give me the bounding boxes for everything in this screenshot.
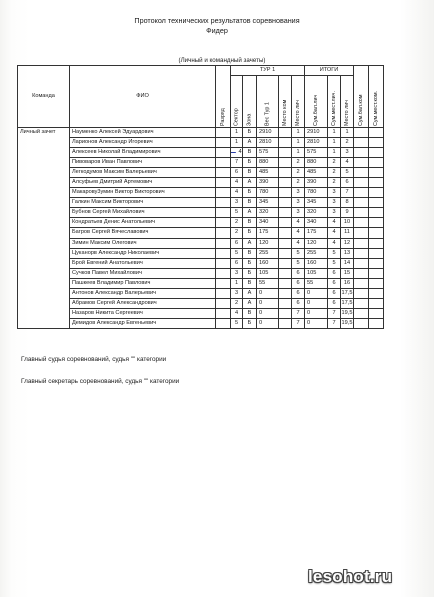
- sum-team-cell: [354, 238, 369, 248]
- participant-name: Багров Сергей Вячеславович: [70, 228, 216, 238]
- table-row: [18, 158, 384, 168]
- weight-cell: 345: [257, 198, 279, 208]
- rank-cell: [216, 168, 231, 178]
- sum-team-cell: [354, 248, 369, 258]
- sector-cell: 1: [231, 128, 243, 138]
- weight-cell: 340: [257, 218, 279, 228]
- sum-places-cell: 2: [328, 178, 341, 188]
- final-place-cell: 19,5: [341, 318, 354, 328]
- participant-name: Алсуфьев Дмитрий Артемович: [70, 178, 216, 188]
- zone-cell: Б: [243, 158, 257, 168]
- rank-cell: [216, 178, 231, 188]
- final-place-cell: 5: [341, 168, 354, 178]
- zone-cell: Б: [243, 228, 257, 238]
- sum-places-cell: 7: [328, 308, 341, 318]
- sum-places-cell: 1: [328, 128, 341, 138]
- col-team-header: Команда: [18, 66, 70, 128]
- place-team-cell: [279, 198, 292, 208]
- final-place-cell: 19,5: [341, 308, 354, 318]
- rank-cell: [216, 288, 231, 298]
- rank-cell: [216, 208, 231, 218]
- rank-cell: [216, 258, 231, 268]
- sum-points-cell: 55: [305, 278, 328, 288]
- zone-cell: А: [243, 298, 257, 308]
- place-cell: 2: [292, 168, 305, 178]
- sum-places-team-cell: [369, 238, 384, 248]
- sum-places-team-cell: [369, 158, 384, 168]
- place-team-cell: [279, 298, 292, 308]
- col-rank-header: Разряд: [216, 66, 231, 128]
- sum-places-team-cell: [369, 248, 384, 258]
- table-row: [18, 288, 384, 298]
- rank-cell: [216, 248, 231, 258]
- place-team-cell: [279, 138, 292, 148]
- zone-cell: Б: [243, 268, 257, 278]
- watermark-logo: lesohot.ru: [308, 567, 393, 586]
- sum-points-cell: 390: [305, 178, 328, 188]
- sector-value: 4: [238, 149, 242, 156]
- place-team-cell: [279, 178, 292, 188]
- participant-name: Антонов Александр Валерьевич: [70, 288, 216, 298]
- col-sum-places-team-header: Сум.мест.ком.: [369, 66, 384, 128]
- place-cell: 3: [292, 188, 305, 198]
- participant-name: Демидов Александр Евгеньевич: [70, 318, 216, 328]
- sum-points-cell: 2910: [305, 128, 328, 138]
- participant-name: Брой Евгений Анатольевич: [70, 258, 216, 268]
- weight-cell: 485: [257, 168, 279, 178]
- place-cell: 1: [292, 128, 305, 138]
- sum-places-cell: 3: [328, 188, 341, 198]
- sum-places-cell: 4: [328, 228, 341, 238]
- rank-cell: [216, 228, 231, 238]
- weight-cell: 780: [257, 188, 279, 198]
- sum-team-cell: [354, 258, 369, 268]
- sum-places-cell: 6: [328, 288, 341, 298]
- sum-places-cell: 6: [328, 298, 341, 308]
- weight-cell: 55: [257, 278, 279, 288]
- sum-places-cell: 5: [328, 258, 341, 268]
- rank-cell: [216, 308, 231, 318]
- sum-places-team-cell: [369, 278, 384, 288]
- sum-places-cell: 6: [328, 268, 341, 278]
- participant-name: Кондратьев Денис Анатольевич: [70, 218, 216, 228]
- sum-team-cell: [354, 318, 369, 328]
- weight-cell: 2810: [257, 138, 279, 148]
- sector-cell: 2: [231, 228, 243, 238]
- sum-places-cell: 6: [328, 278, 341, 288]
- sector-cell: 3: [231, 268, 243, 278]
- team-cell: Личный зачет: [18, 128, 70, 329]
- col-sum-team-header: Сум.бал.ком: [354, 66, 369, 128]
- place-cell: 3: [292, 208, 305, 218]
- final-place-cell: 3: [341, 148, 354, 158]
- table-row: [18, 318, 384, 328]
- zone-cell: Б: [243, 258, 257, 268]
- table-row: [18, 258, 384, 268]
- table-row: [18, 168, 384, 178]
- table-row: [18, 208, 384, 218]
- participant-name: Пивоваров Иван Павлович: [70, 158, 216, 168]
- sum-points-cell: 0: [305, 298, 328, 308]
- sum-places-cell: 1: [328, 148, 341, 158]
- participant-name: Абрамов Сергей Александрович: [70, 298, 216, 308]
- rank-cell: [216, 188, 231, 198]
- zone-cell: В: [243, 218, 257, 228]
- final-place-cell: 17,5: [341, 298, 354, 308]
- table-row: [18, 138, 384, 148]
- place-team-cell: [279, 218, 292, 228]
- zone-cell: В: [243, 308, 257, 318]
- participant-name: Легкодумов Максим Валерьевич: [70, 168, 216, 178]
- discipline-title: Фидер: [206, 26, 228, 35]
- weight-cell: 320: [257, 208, 279, 218]
- sum-team-cell: [354, 138, 369, 148]
- sum-points-cell: 880: [305, 158, 328, 168]
- sum-team-cell: [354, 128, 369, 138]
- sum-points-cell: 345: [305, 198, 328, 208]
- sector-cell: 5: [231, 248, 243, 258]
- rank-cell: [216, 238, 231, 248]
- sector-cell: 3: [231, 288, 243, 298]
- rank-cell: [216, 128, 231, 138]
- itogi-header: ИТОГИ: [305, 66, 354, 76]
- weight-cell: 120: [257, 238, 279, 248]
- sum-points-cell: 0: [305, 308, 328, 318]
- sum-places-team-cell: [369, 188, 384, 198]
- table-row: [18, 248, 384, 258]
- sum-places-team-cell: [369, 318, 384, 328]
- participant-name: Назаров Никита Сергеевич: [70, 308, 216, 318]
- rank-cell: [216, 278, 231, 288]
- sector-cell: 6: [231, 258, 243, 268]
- chief-secretary-line: Главный секретарь соревнований, судья "" категории: [21, 378, 180, 385]
- sector-cell: 5: [231, 208, 243, 218]
- table-row: [18, 228, 384, 238]
- table-row: [18, 188, 384, 198]
- sum-places-team-cell: [369, 308, 384, 318]
- sum-team-cell: [354, 288, 369, 298]
- sum-places-cell: 4: [328, 238, 341, 248]
- sum-points-cell: 485: [305, 168, 328, 178]
- final-place-cell: 16: [341, 278, 354, 288]
- sum-places-team-cell: [369, 268, 384, 278]
- rank-cell: [216, 318, 231, 328]
- sum-places-team-cell: [369, 178, 384, 188]
- place-cell: 6: [292, 278, 305, 288]
- place-team-cell: [279, 278, 292, 288]
- sum-team-cell: [354, 148, 369, 158]
- sector-cell: 5: [231, 318, 243, 328]
- sum-points-cell: 160: [305, 258, 328, 268]
- zone-cell: В: [243, 248, 257, 258]
- final-place-cell: 17,5: [341, 288, 354, 298]
- rank-cell: [216, 138, 231, 148]
- sum-points-cell: 105: [305, 268, 328, 278]
- col-place-pers-header: Место лич: [292, 76, 305, 128]
- weight-cell: 880: [257, 158, 279, 168]
- zone-cell: Б: [243, 128, 257, 138]
- place-team-cell: [279, 268, 292, 278]
- table-row: [18, 298, 384, 308]
- weight-cell: 0: [257, 318, 279, 328]
- sum-places-cell: 7: [328, 318, 341, 328]
- sector-cell: 4: [231, 308, 243, 318]
- table-row: [18, 268, 384, 278]
- weight-cell: 255: [257, 248, 279, 258]
- final-place-cell: 6: [341, 178, 354, 188]
- table-row: [18, 278, 384, 288]
- place-team-cell: [279, 238, 292, 248]
- place-team-cell: [279, 318, 292, 328]
- place-cell: 4: [292, 228, 305, 238]
- weight-cell: 575: [257, 148, 279, 158]
- sum-team-cell: [354, 228, 369, 238]
- participant-name: Бубнов Сергей Михайлович: [70, 208, 216, 218]
- place-team-cell: [279, 188, 292, 198]
- table-row: [18, 128, 384, 138]
- rank-cell: [216, 198, 231, 208]
- place-cell: 1: [292, 138, 305, 148]
- zone-cell: Б: [243, 188, 257, 198]
- final-place-cell: 12: [341, 238, 354, 248]
- place-team-cell: [279, 128, 292, 138]
- sum-points-cell: 0: [305, 288, 328, 298]
- sum-places-cell: 2: [328, 168, 341, 178]
- final-place-cell: 4: [341, 158, 354, 168]
- col-name-header: ФИО: [70, 66, 216, 128]
- table-row: [18, 148, 384, 158]
- sum-places-team-cell: [369, 288, 384, 298]
- table-row: [18, 178, 384, 188]
- rank-cell: [216, 218, 231, 228]
- place-team-cell: [279, 158, 292, 168]
- final-place-cell: 11: [341, 228, 354, 238]
- sum-team-cell: [354, 298, 369, 308]
- place-cell: 2: [292, 178, 305, 188]
- sum-places-team-cell: [369, 148, 384, 158]
- sum-team-cell: [354, 308, 369, 318]
- participant-name: Науменко Алексей Эдуардович: [70, 128, 216, 138]
- place-cell: 5: [292, 248, 305, 258]
- place-team-cell: [279, 248, 292, 258]
- place-team-cell: [279, 288, 292, 298]
- place-cell: 7: [292, 318, 305, 328]
- rank-cell: [216, 148, 231, 158]
- final-place-cell: 9: [341, 208, 354, 218]
- participant-name: Макарову3умин Виктор Викторович: [70, 188, 216, 198]
- zone-cell: Б: [243, 318, 257, 328]
- weight-cell: 390: [257, 178, 279, 188]
- sector-cell: 7: [231, 158, 243, 168]
- participant-name: Ларионов Александр Игоревич: [70, 138, 216, 148]
- sector-cell: 6: [231, 238, 243, 248]
- sum-places-team-cell: [369, 218, 384, 228]
- col-sector-header: Сектор: [231, 76, 243, 128]
- zone-cell: А: [243, 178, 257, 188]
- participant-name: Цуканорв Александр Николаевич: [70, 248, 216, 258]
- zone-cell: В: [243, 168, 257, 178]
- sum-team-cell: [354, 208, 369, 218]
- place-cell: 5: [292, 258, 305, 268]
- sum-places-team-cell: [369, 228, 384, 238]
- sum-places-team-cell: [369, 138, 384, 148]
- final-place-cell: 13: [341, 248, 354, 258]
- place-cell: 7: [292, 308, 305, 318]
- col-place-team-header: Место ком: [279, 76, 292, 128]
- sector-cell: 4: [231, 178, 243, 188]
- zone-cell: А: [243, 208, 257, 218]
- sum-places-cell: 3: [328, 208, 341, 218]
- offset-subtitle: (Личный и командный зачеты): [178, 57, 266, 64]
- col-zone-header: Зона: [243, 76, 257, 128]
- place-cell: 6: [292, 288, 305, 298]
- zone-cell: В: [243, 148, 257, 158]
- sector-cell: 2: [231, 218, 243, 228]
- place-team-cell: [279, 308, 292, 318]
- sum-points-cell: 255: [305, 248, 328, 258]
- zone-cell: А: [243, 138, 257, 148]
- sum-points-cell: 340: [305, 218, 328, 228]
- weight-cell: 0: [257, 298, 279, 308]
- weight-cell: 0: [257, 288, 279, 298]
- place-cell: 6: [292, 298, 305, 308]
- results-table: [17, 65, 384, 329]
- sum-places-team-cell: [369, 198, 384, 208]
- table-row: [18, 308, 384, 318]
- sum-team-cell: [354, 268, 369, 278]
- participant-name: Зимин Максим Олегович: [70, 238, 216, 248]
- place-team-cell: [279, 228, 292, 238]
- sum-points-cell: 2810: [305, 138, 328, 148]
- rank-cell: [216, 298, 231, 308]
- sum-points-cell: 320: [305, 208, 328, 218]
- zone-cell: В: [243, 278, 257, 288]
- participant-name: Пашкеев Владимир Павлович: [70, 278, 216, 288]
- sector-cell: 6: [231, 168, 243, 178]
- place-cell: 4: [292, 238, 305, 248]
- sum-places-team-cell: [369, 208, 384, 218]
- place-cell: 6: [292, 268, 305, 278]
- sector-cell: 1: [231, 278, 243, 288]
- sum-team-cell: [354, 168, 369, 178]
- participant-name: Сучков Павел Михайлович: [70, 268, 216, 278]
- weight-cell: 175: [257, 228, 279, 238]
- sum-points-cell: 575: [305, 148, 328, 158]
- sum-team-cell: [354, 178, 369, 188]
- table-row: [18, 198, 384, 208]
- participant-name: Галкин Максим Викторович: [70, 198, 216, 208]
- sum-places-cell: 5: [328, 248, 341, 258]
- table-row: [18, 238, 384, 248]
- final-place-cell: 1: [341, 128, 354, 138]
- place-cell: 2: [292, 158, 305, 168]
- sum-places-cell: 3: [328, 198, 341, 208]
- chief-judge-line: Главный судья соревнований, судья "" категории: [21, 356, 167, 363]
- sum-points-cell: 780: [305, 188, 328, 198]
- sum-places-cell: 4: [328, 218, 341, 228]
- sum-places-team-cell: [369, 258, 384, 268]
- sum-points-cell: 120: [305, 238, 328, 248]
- weight-cell: 0: [257, 308, 279, 318]
- sum-points-cell: 0: [305, 318, 328, 328]
- final-place-cell: 7: [341, 188, 354, 198]
- final-place-cell: 2: [341, 138, 354, 148]
- final-place-cell: 15: [341, 268, 354, 278]
- table-row: [18, 218, 384, 228]
- sector-cell: 3: [231, 198, 243, 208]
- place-cell: 1: [292, 148, 305, 158]
- weight-cell: 105: [257, 268, 279, 278]
- sum-places-team-cell: [369, 298, 384, 308]
- place-team-cell: [279, 208, 292, 218]
- final-place-cell: 10: [341, 218, 354, 228]
- sum-places-cell: 1: [328, 138, 341, 148]
- protocol-title: Протокол технических результатов соревнования: [134, 16, 300, 25]
- col-place-pers2-header: Место лич: [341, 76, 354, 128]
- sector-cell: 2: [231, 298, 243, 308]
- sum-team-cell: [354, 198, 369, 208]
- place-cell: 4: [292, 218, 305, 228]
- sector-cell: 1: [231, 138, 243, 148]
- col-sum-places-pers-header: Сум.мест.лич.: [328, 76, 341, 128]
- sum-places-cell: 2: [328, 158, 341, 168]
- weight-cell: 160: [257, 258, 279, 268]
- zone-cell: А: [243, 288, 257, 298]
- rank-cell: [216, 268, 231, 278]
- place-cell: 3: [292, 198, 305, 208]
- final-place-cell: 14: [341, 258, 354, 268]
- zone-cell: В: [243, 198, 257, 208]
- place-team-cell: [279, 148, 292, 158]
- col-sum-pers-header: Сум.бал.лич: [305, 76, 328, 128]
- sum-team-cell: [354, 218, 369, 228]
- sector-cell: 4: [231, 188, 243, 198]
- sum-places-team-cell: [369, 128, 384, 138]
- sum-team-cell: [354, 158, 369, 168]
- participant-name: Алексеев Николай Владимирович: [70, 148, 216, 158]
- final-place-cell: 8: [341, 198, 354, 208]
- place-team-cell: [279, 168, 292, 178]
- sum-points-cell: 175: [305, 228, 328, 238]
- col-weight-header: Вес Тур 1: [257, 76, 279, 128]
- zone-cell: А: [243, 238, 257, 248]
- sum-team-cell: [354, 278, 369, 288]
- place-team-cell: [279, 258, 292, 268]
- sum-team-cell: [354, 188, 369, 198]
- rank-cell: [216, 158, 231, 168]
- sector-cell: [231, 148, 243, 158]
- tour-header: ТУР 1: [231, 66, 305, 76]
- weight-cell: 2910: [257, 128, 279, 138]
- sum-places-team-cell: [369, 168, 384, 178]
